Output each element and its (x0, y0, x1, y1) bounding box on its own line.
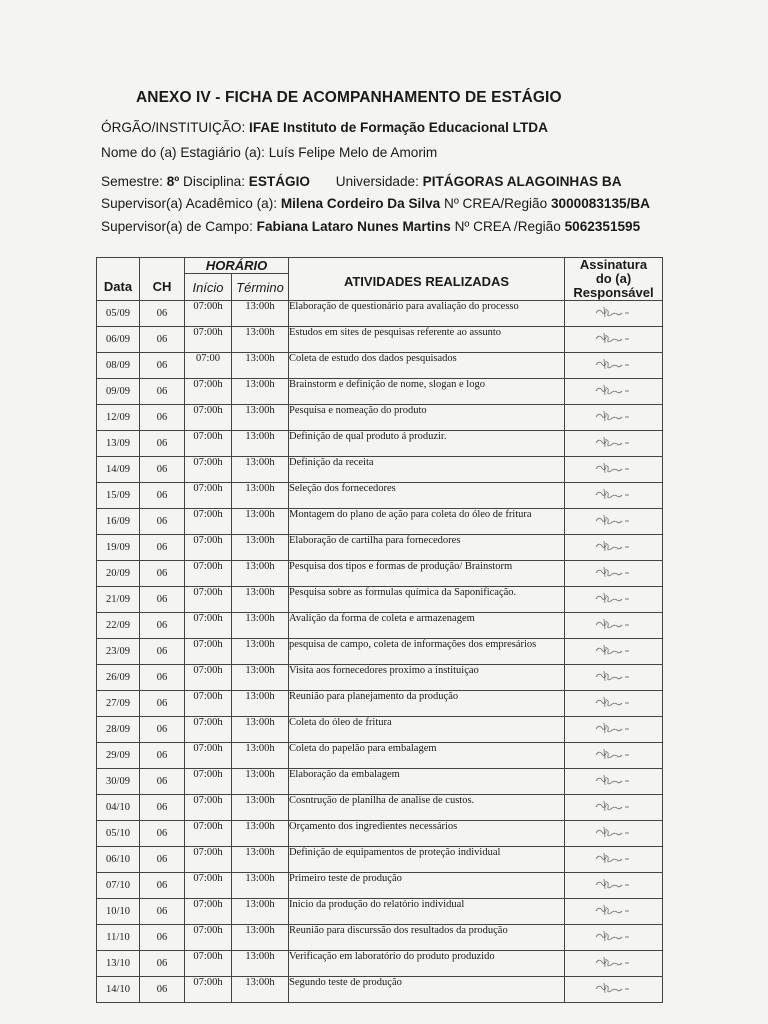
orgao-value: IFAE Instituto de Formação Educacional LTDA (249, 120, 548, 135)
header-horario: HORÁRIO (185, 258, 289, 274)
row-ch: 06 (140, 379, 185, 405)
row-ch: 06 (140, 691, 185, 717)
row-end-time: 13:00h (232, 613, 289, 639)
row-signature (565, 899, 663, 925)
table-row (97, 795, 663, 821)
row-end-time: 13:00h (232, 327, 289, 353)
row-ch: 06 (140, 561, 185, 587)
row-date: 27/09 (97, 691, 140, 717)
row-date: 26/09 (97, 665, 140, 691)
row-activity: Avalição da forma de coleta e armazenagem (289, 613, 565, 639)
row-activity: Visita aos fornecedores proximo a instituiçao (289, 665, 565, 691)
row-start-time: 07:00h (185, 431, 232, 457)
row-end-time: 13:00h (232, 301, 289, 327)
row-ch: 06 (140, 821, 185, 847)
row-date: 09/09 (97, 379, 140, 405)
supervisor-academico-line (101, 196, 650, 211)
row-ch: 06 (140, 977, 185, 1003)
row-start-time: 07:00h (185, 691, 232, 717)
signature-mark (594, 825, 634, 839)
row-start-time: 07:00h (185, 327, 232, 353)
signature-mark (594, 929, 634, 943)
row-signature (565, 301, 663, 327)
row-start-time: 07:00h (185, 613, 232, 639)
row-ch: 06 (140, 509, 185, 535)
row-activity: Verificação em laboratório do produto produzido (289, 951, 565, 977)
row-end-time: 13:00h (232, 457, 289, 483)
row-ch: 06 (140, 431, 185, 457)
header-assinatura-line2: do (a) (595, 271, 632, 286)
row-date: 28/09 (97, 717, 140, 743)
row-signature (565, 457, 663, 483)
row-ch: 06 (140, 951, 185, 977)
header-ch: CH (140, 258, 185, 301)
row-end-time: 13:00h (232, 431, 289, 457)
row-ch: 06 (140, 925, 185, 951)
row-start-time: 07:00h (185, 301, 232, 327)
signature-mark (594, 851, 634, 865)
row-start-time: 07:00 (185, 353, 232, 379)
row-date: 23/09 (97, 639, 140, 665)
row-ch: 06 (140, 717, 185, 743)
semestre-value: 8º (166, 174, 180, 189)
supervisor-campo-crea-label: Nº CREA /Região (454, 219, 561, 234)
row-ch: 06 (140, 847, 185, 873)
disciplina-label: Disciplina: (183, 174, 245, 189)
row-signature (565, 821, 663, 847)
row-signature (565, 353, 663, 379)
supervisor-campo-label: Supervisor(a) de Campo: (101, 219, 253, 234)
table-row (97, 717, 663, 743)
row-activity: Pesquisa e nomeação do produto (289, 405, 565, 431)
signature-mark (594, 591, 634, 605)
supervisor-campo-line (101, 219, 640, 234)
row-start-time: 07:00h (185, 795, 232, 821)
row-ch: 06 (140, 301, 185, 327)
table-row (97, 665, 663, 691)
universidade-label: Universidade: (335, 174, 419, 189)
row-end-time: 13:00h (232, 535, 289, 561)
table-row (97, 821, 663, 847)
table-row (97, 405, 663, 431)
row-signature (565, 561, 663, 587)
row-start-time: 07:00h (185, 899, 232, 925)
row-activity: Definição de qual produto á produzir. (289, 431, 565, 457)
row-date: 14/09 (97, 457, 140, 483)
row-date: 06/09 (97, 327, 140, 353)
row-signature (565, 769, 663, 795)
row-end-time: 13:00h (232, 379, 289, 405)
signature-mark (594, 565, 634, 579)
header-assinatura-line3: Responsável (573, 285, 654, 300)
table-row (97, 899, 663, 925)
row-ch: 06 (140, 899, 185, 925)
supervisor-academico-label: Supervisor(a) Acadêmico (a): (101, 196, 278, 211)
table-row (97, 431, 663, 457)
row-start-time: 07:00h (185, 873, 232, 899)
row-activity: Coleta de estudo dos dados pesquisados (289, 353, 565, 379)
row-date: 08/09 (97, 353, 140, 379)
row-end-time: 13:00h (232, 639, 289, 665)
row-signature (565, 405, 663, 431)
row-end-time: 13:00h (232, 691, 289, 717)
row-end-time: 13:00h (232, 353, 289, 379)
table-row (97, 327, 663, 353)
row-date: 29/09 (97, 743, 140, 769)
row-start-time: 07:00h (185, 639, 232, 665)
row-date: 21/09 (97, 587, 140, 613)
signature-mark (594, 903, 634, 917)
row-signature (565, 691, 663, 717)
disciplina-value: ESTÁGIO (248, 174, 310, 189)
row-end-time: 13:00h (232, 587, 289, 613)
row-signature (565, 587, 663, 613)
row-start-time: 07:00h (185, 743, 232, 769)
row-ch: 06 (140, 483, 185, 509)
row-signature (565, 977, 663, 1003)
signature-mark (594, 695, 634, 709)
row-ch: 06 (140, 535, 185, 561)
row-ch: 06 (140, 327, 185, 353)
row-date: 19/09 (97, 535, 140, 561)
signature-mark (594, 773, 634, 787)
row-end-time: 13:00h (232, 405, 289, 431)
supervisor-campo-value: Fabiana Lataro Nunes Martins (256, 219, 451, 234)
row-date: 10/10 (97, 899, 140, 925)
signature-mark (594, 435, 634, 449)
row-start-time: 07:00h (185, 977, 232, 1003)
row-start-time: 07:00h (185, 821, 232, 847)
row-ch: 06 (140, 587, 185, 613)
semestre-label: Semestre: (101, 174, 163, 189)
signature-mark (594, 799, 634, 813)
header-data: Data (97, 258, 140, 301)
row-activity: Orçamento dos ingredientes necessários (289, 821, 565, 847)
row-ch: 06 (140, 457, 185, 483)
signature-mark (594, 305, 634, 319)
signature-mark (594, 409, 634, 423)
estagiario-line (101, 145, 437, 160)
row-date: 13/09 (97, 431, 140, 457)
row-start-time: 07:00h (185, 509, 232, 535)
table-row (97, 769, 663, 795)
row-end-time: 13:00h (232, 717, 289, 743)
table-row (97, 587, 663, 613)
semestre-line (101, 174, 622, 189)
row-end-time: 13:00h (232, 847, 289, 873)
row-signature (565, 873, 663, 899)
row-activity: Cosntrução de planilha de analise de custos. (289, 795, 565, 821)
table-row (97, 561, 663, 587)
row-start-time: 07:00h (185, 535, 232, 561)
signature-mark (594, 747, 634, 761)
signature-mark (594, 331, 634, 345)
row-end-time: 13:00h (232, 769, 289, 795)
signature-mark (594, 669, 634, 683)
orgao-label: ÓRGÃO/INSTITUIÇÃO: (101, 120, 246, 135)
row-activity: Elaboração de cartilha para fornecedores (289, 535, 565, 561)
row-date: 15/09 (97, 483, 140, 509)
row-start-time: 07:00h (185, 379, 232, 405)
row-signature (565, 951, 663, 977)
row-signature (565, 665, 663, 691)
row-end-time: 13:00h (232, 743, 289, 769)
table-row (97, 873, 663, 899)
row-start-time: 07:00h (185, 951, 232, 977)
row-date: 07/10 (97, 873, 140, 899)
table-row (97, 379, 663, 405)
row-activity: Definição de equipamentos de proteção individual (289, 847, 565, 873)
row-activity: Coleta do óleo de fritura (289, 717, 565, 743)
orgao-line (101, 120, 548, 135)
row-date: 05/09 (97, 301, 140, 327)
row-end-time: 13:00h (232, 951, 289, 977)
row-date: 22/09 (97, 613, 140, 639)
row-activity: Definição da receita (289, 457, 565, 483)
row-date: 20/09 (97, 561, 140, 587)
table-row (97, 509, 663, 535)
row-date: 12/09 (97, 405, 140, 431)
row-start-time: 07:00h (185, 587, 232, 613)
supervisor-campo-crea-value: 5062351595 (564, 219, 641, 234)
signature-mark (594, 643, 634, 657)
row-signature (565, 717, 663, 743)
row-activity: Inicio da produção do relatório individual (289, 899, 565, 925)
row-ch: 06 (140, 743, 185, 769)
table-row (97, 743, 663, 769)
row-ch: 06 (140, 665, 185, 691)
table-row (97, 691, 663, 717)
table-row (97, 457, 663, 483)
activity-log-table (96, 257, 663, 1003)
universidade-value: PITÁGORAS ALAGOINHAS BA (422, 174, 622, 189)
table-row (97, 483, 663, 509)
row-end-time: 13:00h (232, 509, 289, 535)
row-signature (565, 483, 663, 509)
row-end-time: 13:00h (232, 795, 289, 821)
signature-mark (594, 981, 634, 995)
header-termino: Término (232, 274, 289, 301)
row-ch: 06 (140, 873, 185, 899)
row-activity: Elaboração da embalagem (289, 769, 565, 795)
row-activity: Pesquisa sobre as formulas química da Saponificação. (289, 587, 565, 613)
header-assinatura (565, 258, 663, 301)
table-row (97, 301, 663, 327)
signature-mark (594, 357, 634, 371)
row-ch: 06 (140, 405, 185, 431)
row-activity: Brainstorm e definição de nome, slogan e logo (289, 379, 565, 405)
table-row (97, 639, 663, 665)
row-end-time: 13:00h (232, 977, 289, 1003)
row-end-time: 13:00h (232, 899, 289, 925)
table-row (97, 951, 663, 977)
table-row (97, 535, 663, 561)
row-signature (565, 639, 663, 665)
row-date: 30/09 (97, 769, 140, 795)
row-signature (565, 431, 663, 457)
row-start-time: 07:00h (185, 561, 232, 587)
row-end-time: 13:00h (232, 821, 289, 847)
table-row (97, 613, 663, 639)
row-activity: Montagem do plano de ação para coleta do óleo de fritura (289, 509, 565, 535)
signature-mark (594, 513, 634, 527)
row-start-time: 07:00h (185, 769, 232, 795)
row-activity: Segundo teste de produção (289, 977, 565, 1003)
signature-mark (594, 877, 634, 891)
row-activity: Reunião para planejamento da produção (289, 691, 565, 717)
supervisor-academico-crea-label: Nº CREA/Região (444, 196, 548, 211)
row-activity: Primeiro teste de produção (289, 873, 565, 899)
row-date: 11/10 (97, 925, 140, 951)
row-signature (565, 613, 663, 639)
row-start-time: 07:00h (185, 665, 232, 691)
estagiario-label: Nome do (a) Estagiário (a): (101, 145, 265, 160)
signature-mark (594, 487, 634, 501)
row-ch: 06 (140, 795, 185, 821)
row-activity: Seleção dos fornecedores (289, 483, 565, 509)
row-signature (565, 379, 663, 405)
signature-mark (594, 539, 634, 553)
row-end-time: 13:00h (232, 561, 289, 587)
header-atividades: ATIVIDADES REALIZADAS (289, 258, 565, 301)
row-ch: 06 (140, 769, 185, 795)
row-date: 16/09 (97, 509, 140, 535)
table-row (97, 353, 663, 379)
row-start-time: 07:00h (185, 847, 232, 873)
row-ch: 06 (140, 639, 185, 665)
table-row (97, 925, 663, 951)
row-signature (565, 509, 663, 535)
activity-rows (97, 301, 663, 1003)
row-signature (565, 847, 663, 873)
row-activity: Estudos em sites de pesquisas referente ao assunto (289, 327, 565, 353)
estagiario-value: Luís Felipe Melo de Amorim (268, 145, 438, 160)
row-start-time: 07:00h (185, 925, 232, 951)
row-date: 04/10 (97, 795, 140, 821)
row-activity: Elaboração de questionário para avaliação do processo (289, 301, 565, 327)
row-signature (565, 795, 663, 821)
supervisor-academico-crea-value: 3000083135/BA (550, 196, 650, 211)
document-title: ANEXO IV - FICHA DE ACOMPANHAMENTO DE ESTÁGIO (136, 89, 562, 106)
signature-mark (594, 383, 634, 397)
header-assinatura-line1: Assinatura (579, 257, 648, 272)
row-activity: Reunião para discurssão dos resultados da produção (289, 925, 565, 951)
signature-mark (594, 461, 634, 475)
row-ch: 06 (140, 613, 185, 639)
row-end-time: 13:00h (232, 665, 289, 691)
table-row (97, 847, 663, 873)
row-start-time: 07:00h (185, 405, 232, 431)
row-start-time: 07:00h (185, 457, 232, 483)
row-ch: 06 (140, 353, 185, 379)
row-end-time: 13:00h (232, 483, 289, 509)
signature-mark (594, 617, 634, 631)
row-signature (565, 327, 663, 353)
row-date: 13/10 (97, 951, 140, 977)
signature-mark (594, 955, 634, 969)
row-date: 06/10 (97, 847, 140, 873)
row-start-time: 07:00h (185, 717, 232, 743)
row-date: 05/10 (97, 821, 140, 847)
row-signature (565, 535, 663, 561)
row-start-time: 07:00h (185, 483, 232, 509)
row-end-time: 13:00h (232, 873, 289, 899)
row-activity: Pesquisa dos tipos e formas de produção/ Brainstorm (289, 561, 565, 587)
row-signature (565, 925, 663, 951)
row-date: 14/10 (97, 977, 140, 1003)
supervisor-academico-value: Milena Cordeiro Da Silva (280, 196, 441, 211)
row-activity: pesquisa de campo, coleta de informações dos empresários (289, 639, 565, 665)
signature-mark (594, 721, 634, 735)
row-end-time: 13:00h (232, 925, 289, 951)
table-row (97, 977, 663, 1003)
header-inicio: Início (185, 274, 232, 301)
row-signature (565, 743, 663, 769)
row-activity: Coleta do papelão para embalagem (289, 743, 565, 769)
